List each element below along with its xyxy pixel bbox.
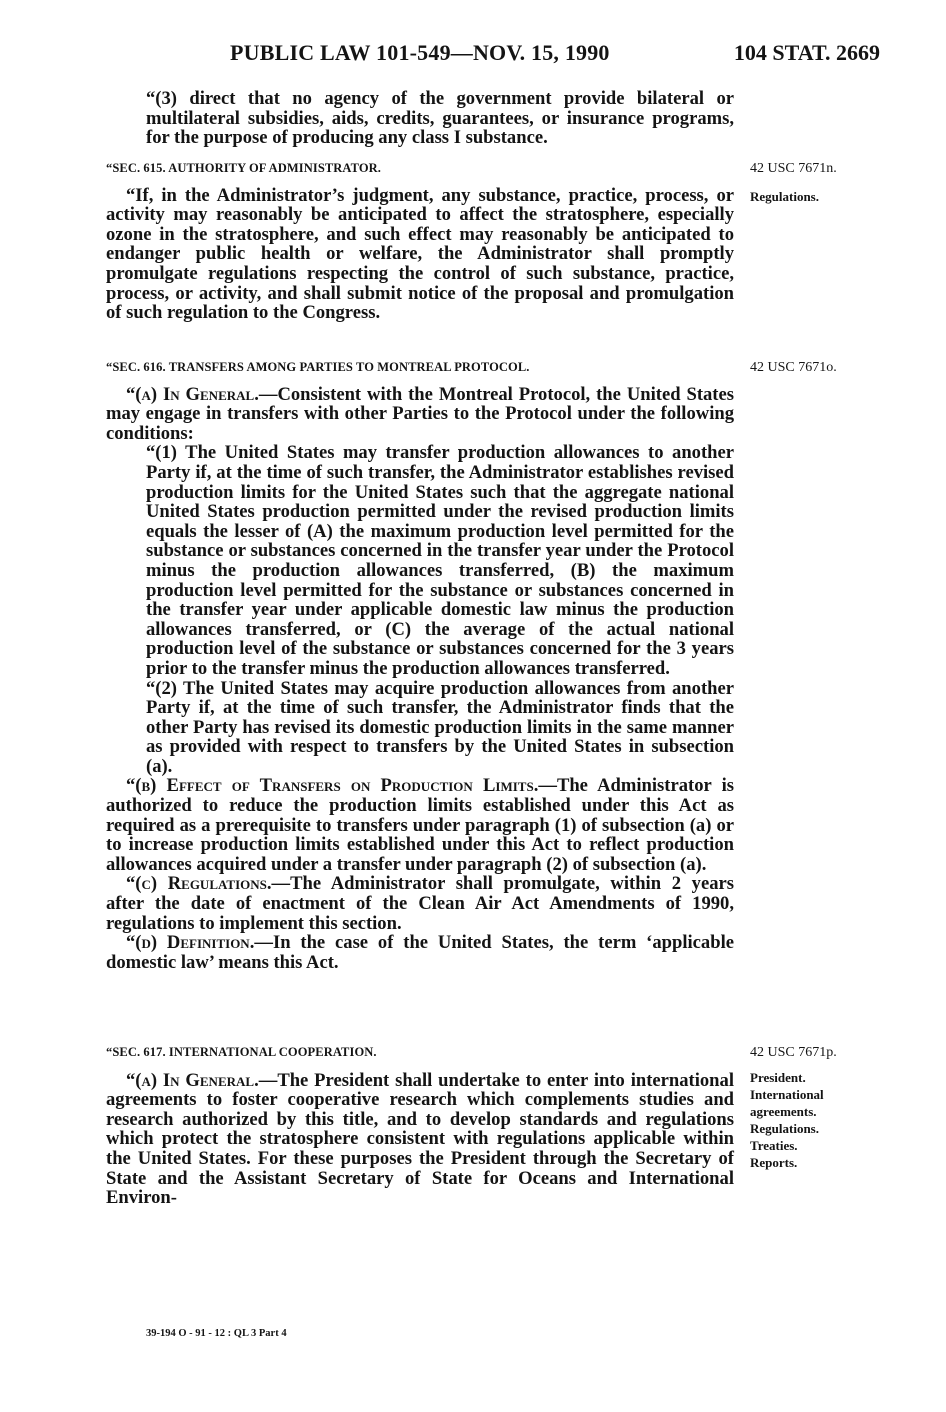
- subsection-b-label: “(b) Effect of Transfers on Production Limits.—: [126, 775, 557, 797]
- section-615: [106, 159, 734, 323]
- section-617-a-text: The President shall undertake to enter into international agreements to foster cooperative research which complements studies and research authorized by this title, and to develop standards and regulations which protect the stratosphere consistent with regulations applicable within the United States. For these purposes the President through the Secretary of State and the Assistant Secretary of State for Oceans and International Environ-: [106, 1069, 734, 1209]
- section-616-subsection-b: [106, 776, 734, 874]
- margin-note-international-agreements: International agreements.: [750, 1087, 824, 1119]
- margin-regulations: Regulations.: [750, 189, 819, 204]
- subsection-b-text: The Administrator is authorized to reduce the production limits established under this Act as required as a prerequisite to transfers under paragraph (1) of subsection (a) or to increase production limits established under this Act to reflect production allowances acquired under a transfer under paragraph (2) of subsection (a).: [106, 775, 735, 875]
- page-header: [0, 40, 946, 74]
- margin-usc-7671n: 42 USC 7671n.: [750, 161, 837, 176]
- margin-note-treaties: Treaties.: [750, 1138, 798, 1153]
- paragraph-3: [146, 89, 734, 148]
- print-code-footer: 39-194 O - 91 - 12 : QL 3 Part 4: [146, 1328, 287, 1339]
- public-law-title: PUBLIC LAW 101-549—NOV. 15, 1990: [230, 40, 610, 65]
- subsection-a-text: Consistent with the Montreal Protocol, the United States may engage in transfers with other Parties to the Protocol under the following conditions:: [106, 383, 734, 444]
- margin-usc-7671p: 42 USC 7671p.: [750, 1045, 837, 1060]
- subsection-c-text: The Administrator shall promulgate, within 2 years after the date of enactment of the Clean Air Act Amendments of 1990, regulations to implement this section.: [106, 873, 734, 934]
- section-616-paragraph-2: “(2) The United States may acquire production allowances from another Party if, at the time of such transfer, the Administrator finds that the other Party has revised its domestic production limits in the same manner as provided with respect to transfers by the United States in subsection (a).: [146, 677, 734, 777]
- subsection-a-label: “(a) In General.—: [126, 383, 278, 405]
- section-617-a-label: “(a) In General.—: [126, 1069, 278, 1091]
- section-616-paragraph-1: “(1) The United States may transfer production allowances to another Party if, at the time of such transfer, the Administrator establishes revised production limits for the United States such that the aggregate national United States production permitted under the revised production limits equals the lesser of (A) the maximum production level permitted for the substance or substances concerned in the transfer year under the Protocol minus the production allowances transferred, (B) the maximum production level permitted for the substance or substances concerned in the transfer year under applicable domestic law minus the production allowances transferred, or (C) the average of the actual national production level of the substance or substances concerned for the 3 years prior to the transfer minus the production allowances transferred.: [146, 442, 734, 679]
- section-616: [106, 358, 734, 972]
- section-615-text: “If, in the Administrator’s judgment, any substance, practice, process, or activity may reasonably be anticipated to affect the stratosphere, especially ozone in the stratosphere, and such effect may reasonably be anticipated to endanger public health or welfare, the Administrator shall promptly promulgate regulations respecting the control of such substance, practice, process, or activity, and shall submit notice of the proposal and promulgation of such regulation to the Congress.: [106, 184, 734, 324]
- stat-page-number: 104 STAT. 2669: [733, 40, 880, 65]
- paragraph-3-text: “(3) direct that no agency of the government provide bilateral or multilateral subsidies, aids, credits, guarantees, or insurance programs, for the purpose of producing any class I substance.: [146, 88, 734, 149]
- margin-usc-7671o: 42 USC 7671o.: [750, 360, 837, 375]
- subsection-d-text: In the case of the United States, the term ‘applicable domestic law’ means this Act.: [106, 932, 734, 973]
- subsection-d-label: “(d) Definition.—: [126, 932, 273, 954]
- margin-note-president: President.: [750, 1070, 806, 1085]
- section-616-subsection-c: [106, 874, 734, 933]
- subsection-c-label: “(c) Regulations.—: [126, 873, 291, 895]
- section-616-subsection-a: [106, 385, 734, 444]
- margin-note-regulations: Regulations.: [750, 1121, 819, 1136]
- section-616-heading: “SEC. 616. TRANSFERS AMONG PARTIES TO MONTREAL PROTOCOL.: [106, 360, 530, 374]
- margin-note-reports: Reports.: [750, 1155, 798, 1170]
- section-615-heading: “SEC. 615. AUTHORITY OF ADMINISTRATOR.: [106, 161, 382, 175]
- section-616-subsection-d: [106, 933, 734, 972]
- section-617-heading: “SEC. 617. INTERNATIONAL COOPERATION.: [106, 1045, 377, 1059]
- margin-notes-617: [750, 1069, 860, 1171]
- section-617: [106, 1043, 734, 1208]
- section-617-subsection-a: [106, 1071, 734, 1208]
